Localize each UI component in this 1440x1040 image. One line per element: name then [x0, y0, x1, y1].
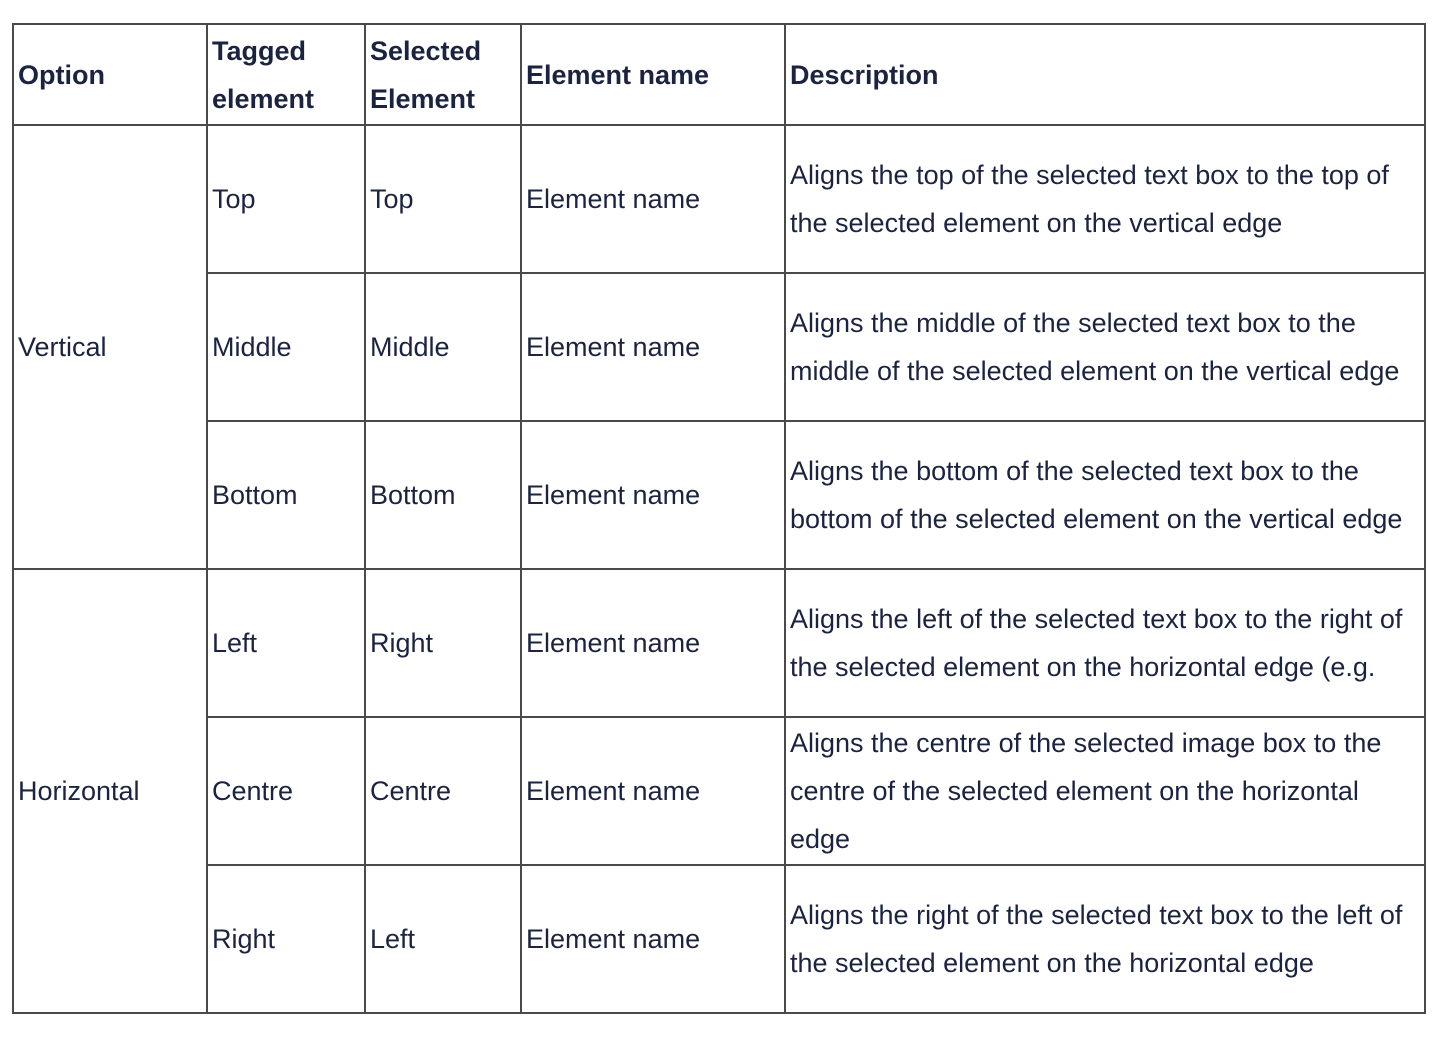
- description-cell: Aligns the middle of the selected text box to the middle of the selected element on the vertical edge: [785, 273, 1425, 421]
- tagged-element-cell: Centre: [207, 717, 365, 865]
- description-cell: Aligns the top of the selected text box to the top of the selected element on the vertical edge: [785, 125, 1425, 273]
- element-name-cell: Element name: [521, 421, 785, 569]
- table-row: [13, 865, 1425, 1013]
- tagged-element-cell: Middle: [207, 273, 365, 421]
- alignment-options-table: [12, 23, 1426, 1014]
- table-row: [13, 569, 1425, 717]
- option-cell-horizontal: Horizontal: [13, 569, 207, 1013]
- tagged-element-cell: Top: [207, 125, 365, 273]
- description-cell: Aligns the bottom of the selected text box to the bottom of the selected element on the vertical edge: [785, 421, 1425, 569]
- tagged-element-cell: Right: [207, 865, 365, 1013]
- element-name-cell: Element name: [521, 569, 785, 717]
- description-cell: Aligns the centre of the selected image box to the centre of the selected element on the horizontal edge: [785, 717, 1425, 865]
- selected-element-cell: Left: [365, 865, 521, 1013]
- tagged-element-cell: Bottom: [207, 421, 365, 569]
- element-name-cell: Element name: [521, 717, 785, 865]
- header-description: Description: [785, 24, 1425, 125]
- table-row: [13, 125, 1425, 273]
- element-name-cell: Element name: [521, 125, 785, 273]
- alignment-options-table-wrapper: [12, 23, 1424, 1014]
- header-element-name: Element name: [521, 24, 785, 125]
- header-selected-element: Selected Element: [365, 24, 521, 125]
- description-cell: Aligns the right of the selected text box to the left of the selected element on the horizontal edge: [785, 865, 1425, 1013]
- table-row: [13, 273, 1425, 421]
- header-tagged-element: Tagged element: [207, 24, 365, 125]
- option-cell-vertical: Vertical: [13, 125, 207, 569]
- table-header-row: [13, 24, 1425, 125]
- table-row: [13, 421, 1425, 569]
- selected-element-cell: Top: [365, 125, 521, 273]
- header-option: Option: [13, 24, 207, 125]
- selected-element-cell: Bottom: [365, 421, 521, 569]
- description-cell: Aligns the left of the selected text box to the right of the selected element on the horizontal edge (e.g.: [785, 569, 1425, 717]
- selected-element-cell: Right: [365, 569, 521, 717]
- table-row: [13, 717, 1425, 865]
- element-name-cell: Element name: [521, 273, 785, 421]
- tagged-element-cell: Left: [207, 569, 365, 717]
- selected-element-cell: Centre: [365, 717, 521, 865]
- selected-element-cell: Middle: [365, 273, 521, 421]
- element-name-cell: Element name: [521, 865, 785, 1013]
